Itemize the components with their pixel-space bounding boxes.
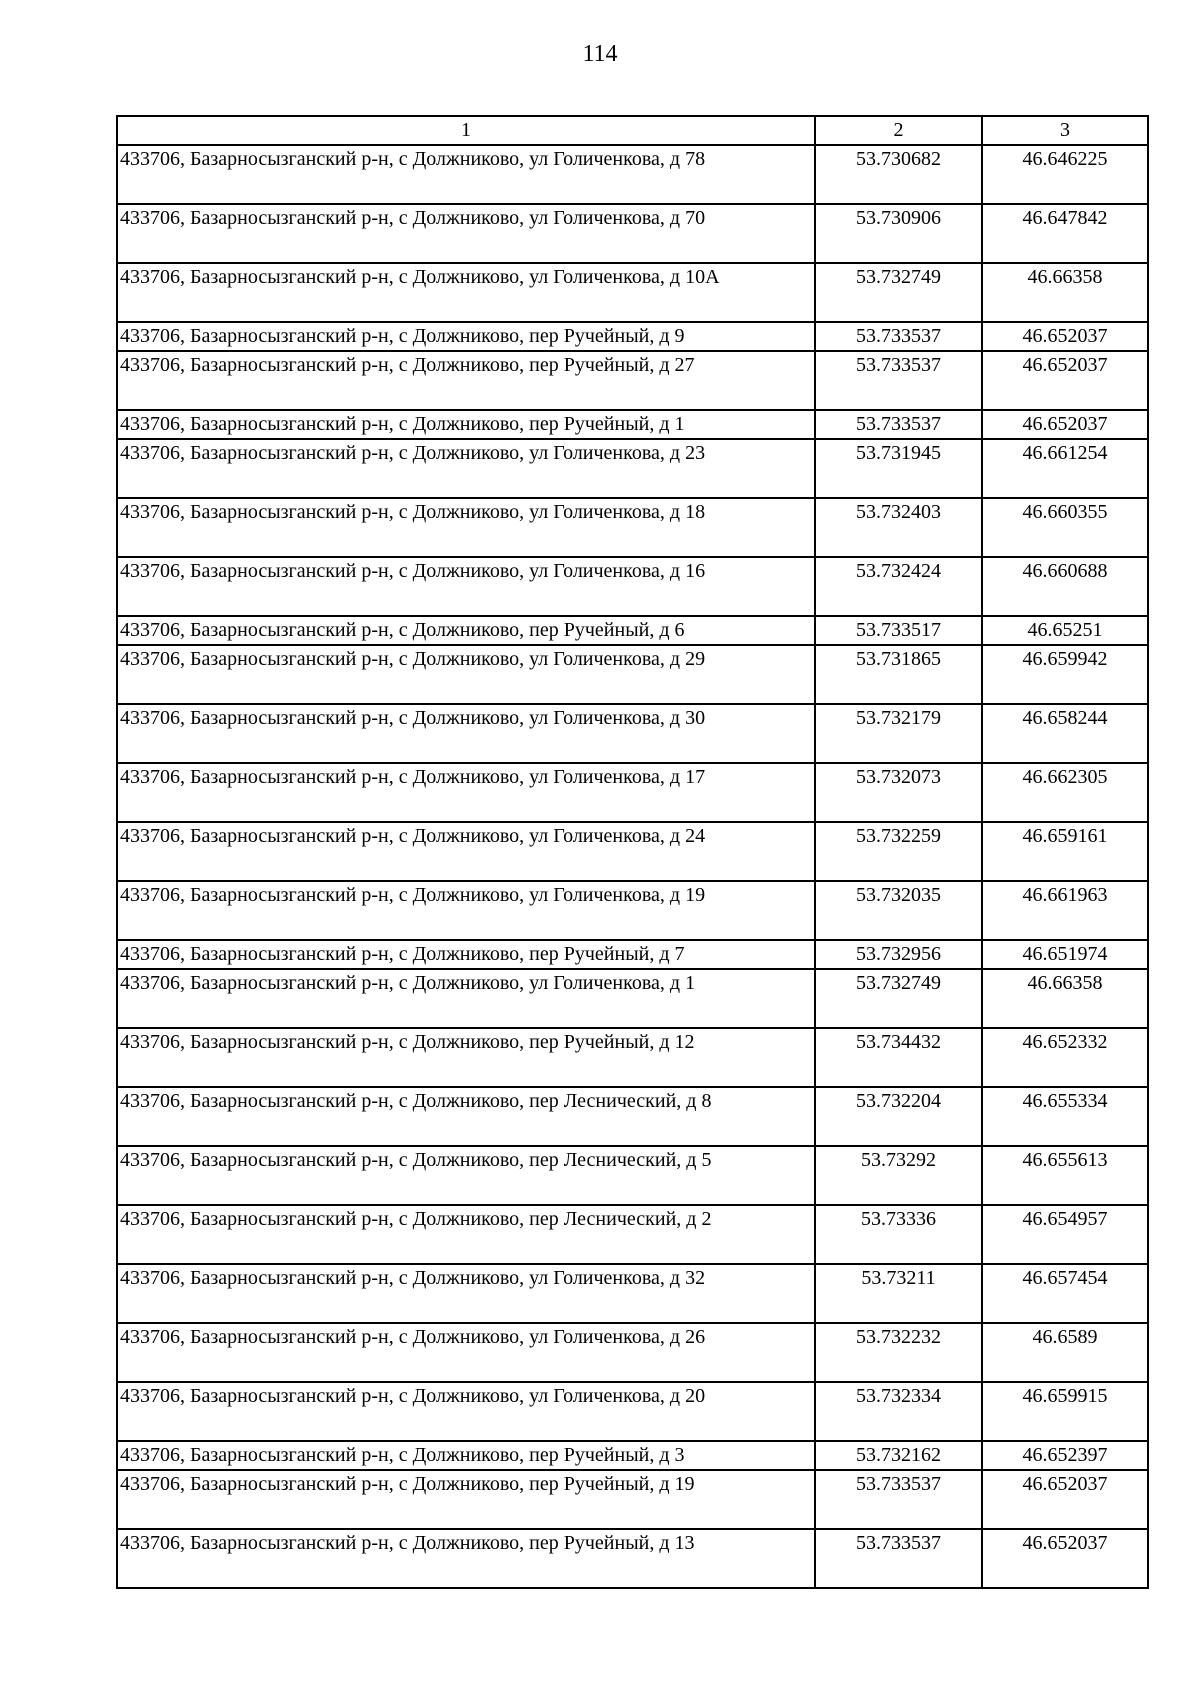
table-row: [117, 1382, 1148, 1441]
table-row: [117, 557, 1148, 616]
table-row: [117, 940, 1148, 969]
longitude-cell: 46.651974: [982, 940, 1148, 969]
latitude-cell: 53.732956: [815, 940, 982, 969]
table-row: [117, 822, 1148, 881]
table-row: [117, 881, 1148, 940]
address-cell: 433706, Базарносызганский р-н, с Должниково, пер Леснический, д 5: [117, 1146, 815, 1205]
longitude-cell: 46.655334: [982, 1087, 1148, 1146]
longitude-cell: 46.652397: [982, 1441, 1148, 1470]
latitude-cell: 53.731865: [815, 645, 982, 704]
longitude-cell: 46.662305: [982, 763, 1148, 822]
table-row: [117, 763, 1148, 822]
longitude-cell: 46.652037: [982, 1529, 1148, 1588]
table-row: [117, 1529, 1148, 1588]
longitude-cell: 46.647842: [982, 204, 1148, 263]
latitude-cell: 53.730682: [815, 145, 982, 204]
table-row: [117, 351, 1148, 410]
address-cell: 433706, Базарносызганский р-н, с Должниково, пер Ручейный, д 6: [117, 616, 815, 645]
longitude-cell: 46.652332: [982, 1028, 1148, 1087]
address-cell: 433706, Базарносызганский р-н, с Должниково, ул Голиченкова, д 23: [117, 439, 815, 498]
table-row: [117, 1441, 1148, 1470]
column-header-3: 3: [982, 116, 1148, 145]
latitude-cell: 53.732749: [815, 263, 982, 322]
longitude-cell: 46.66358: [982, 263, 1148, 322]
table-row: [117, 1028, 1148, 1087]
address-cell: 433706, Базарносызганский р-н, с Должниково, ул Голиченкова, д 20: [117, 1382, 815, 1441]
latitude-cell: 53.732162: [815, 1441, 982, 1470]
latitude-cell: 53.733537: [815, 322, 982, 351]
address-cell: 433706, Базарносызганский р-н, с Должниково, пер Ручейный, д 19: [117, 1470, 815, 1529]
table-row: [117, 616, 1148, 645]
address-cell: 433706, Базарносызганский р-н, с Должниково, ул Голиченкова, д 26: [117, 1323, 815, 1382]
address-cell: 433706, Базарносызганский р-н, с Должниково, ул Голиченкова, д 16: [117, 557, 815, 616]
longitude-cell: 46.661254: [982, 439, 1148, 498]
latitude-cell: 53.733537: [815, 351, 982, 410]
address-cell: 433706, Базарносызганский р-н, с Должниково, пер Ручейный, д 12: [117, 1028, 815, 1087]
table-row: [117, 410, 1148, 439]
column-header-1: 1: [117, 116, 815, 145]
longitude-cell: 46.646225: [982, 145, 1148, 204]
longitude-cell: 46.652037: [982, 410, 1148, 439]
latitude-cell: 53.733537: [815, 410, 982, 439]
address-cell: 433706, Базарносызганский р-н, с Должниково, ул Голиченкова, д 32: [117, 1264, 815, 1323]
latitude-cell: 53.732073: [815, 763, 982, 822]
table-row: [117, 1205, 1148, 1264]
latitude-cell: 53.73211: [815, 1264, 982, 1323]
latitude-cell: 53.732424: [815, 557, 982, 616]
longitude-cell: 46.652037: [982, 351, 1148, 410]
latitude-cell: 53.734432: [815, 1028, 982, 1087]
latitude-cell: 53.732259: [815, 822, 982, 881]
table-row: [117, 1087, 1148, 1146]
address-cell: 433706, Базарносызганский р-н, с Должниково, ул Голиченкова, д 19: [117, 881, 815, 940]
longitude-cell: 46.65251: [982, 616, 1148, 645]
latitude-cell: 53.732749: [815, 969, 982, 1028]
table-row: [117, 204, 1148, 263]
longitude-cell: 46.660355: [982, 498, 1148, 557]
address-cell: 433706, Базарносызганский р-н, с Должниково, пер Ручейный, д 1: [117, 410, 815, 439]
table-row: [117, 1146, 1148, 1205]
longitude-cell: 46.658244: [982, 704, 1148, 763]
latitude-cell: 53.732035: [815, 881, 982, 940]
longitude-cell: 46.652037: [982, 322, 1148, 351]
address-cell: 433706, Базарносызганский р-н, с Должниково, ул Голиченкова, д 24: [117, 822, 815, 881]
header-row: [117, 116, 1148, 145]
table-header: [117, 116, 1148, 145]
latitude-cell: 53.73336: [815, 1205, 982, 1264]
table-row: [117, 439, 1148, 498]
longitude-cell: 46.657454: [982, 1264, 1148, 1323]
address-cell: 433706, Базарносызганский р-н, с Должниково, ул Голиченкова, д 70: [117, 204, 815, 263]
table-body: [117, 145, 1148, 1588]
address-cell: 433706, Базарносызганский р-н, с Должниково, пер Ручейный, д 9: [117, 322, 815, 351]
table-row: [117, 1264, 1148, 1323]
table-row: [117, 263, 1148, 322]
table-row: [117, 969, 1148, 1028]
latitude-cell: 53.732403: [815, 498, 982, 557]
latitude-cell: 53.733517: [815, 616, 982, 645]
page-number: 114: [582, 41, 618, 67]
latitude-cell: 53.732334: [815, 1382, 982, 1441]
longitude-cell: 46.652037: [982, 1470, 1148, 1529]
address-cell: 433706, Базарносызганский р-н, с Должниково, пер Ручейный, д 27: [117, 351, 815, 410]
address-cell: 433706, Базарносызганский р-н, с Должниково, пер Леснический, д 8: [117, 1087, 815, 1146]
address-cell: 433706, Базарносызганский р-н, с Должниково, ул Голиченкова, д 29: [117, 645, 815, 704]
longitude-cell: 46.659942: [982, 645, 1148, 704]
longitude-cell: 46.659915: [982, 1382, 1148, 1441]
address-cell: 433706, Базарносызганский р-н, с Должниково, ул Голиченкова, д 30: [117, 704, 815, 763]
table-row: [117, 322, 1148, 351]
longitude-cell: 46.655613: [982, 1146, 1148, 1205]
longitude-cell: 46.661963: [982, 881, 1148, 940]
longitude-cell: 46.659161: [982, 822, 1148, 881]
longitude-cell: 46.6589: [982, 1323, 1148, 1382]
latitude-cell: 53.730906: [815, 204, 982, 263]
address-cell: 433706, Базарносызганский р-н, с Должниково, ул Голиченкова, д 1: [117, 969, 815, 1028]
table-row: [117, 145, 1148, 204]
latitude-cell: 53.732179: [815, 704, 982, 763]
address-cell: 433706, Базарносызганский р-н, с Должниково, ул Голиченкова, д 18: [117, 498, 815, 557]
longitude-cell: 46.66358: [982, 969, 1148, 1028]
latitude-cell: 53.73292: [815, 1146, 982, 1205]
column-header-2: 2: [815, 116, 982, 145]
address-cell: 433706, Базарносызганский р-н, с Должниково, пер Ручейный, д 7: [117, 940, 815, 969]
table-row: [117, 498, 1148, 557]
table-row: [117, 1470, 1148, 1529]
address-cell: 433706, Базарносызганский р-н, с Должниково, ул Голиченкова, д 10А: [117, 263, 815, 322]
latitude-cell: 53.733537: [815, 1470, 982, 1529]
latitude-cell: 53.732232: [815, 1323, 982, 1382]
latitude-cell: 53.731945: [815, 439, 982, 498]
address-cell: 433706, Базарносызганский р-н, с Должниково, пер Леснический, д 2: [117, 1205, 815, 1264]
latitude-cell: 53.733537: [815, 1529, 982, 1588]
address-cell: 433706, Базарносызганский р-н, с Должниково, пер Ручейный, д 3: [117, 1441, 815, 1470]
longitude-cell: 46.660688: [982, 557, 1148, 616]
address-cell: 433706, Базарносызганский р-н, с Должниково, ул Голиченкова, д 17: [117, 763, 815, 822]
address-cell: 433706, Базарносызганский р-н, с Должниково, ул Голиченкова, д 78: [117, 145, 815, 204]
table-row: [117, 645, 1148, 704]
table-row: [117, 704, 1148, 763]
address-coordinates-table: [116, 115, 1149, 1589]
longitude-cell: 46.654957: [982, 1205, 1148, 1264]
latitude-cell: 53.732204: [815, 1087, 982, 1146]
address-cell: 433706, Базарносызганский р-н, с Должниково, пер Ручейный, д 13: [117, 1529, 815, 1588]
table-row: [117, 1323, 1148, 1382]
